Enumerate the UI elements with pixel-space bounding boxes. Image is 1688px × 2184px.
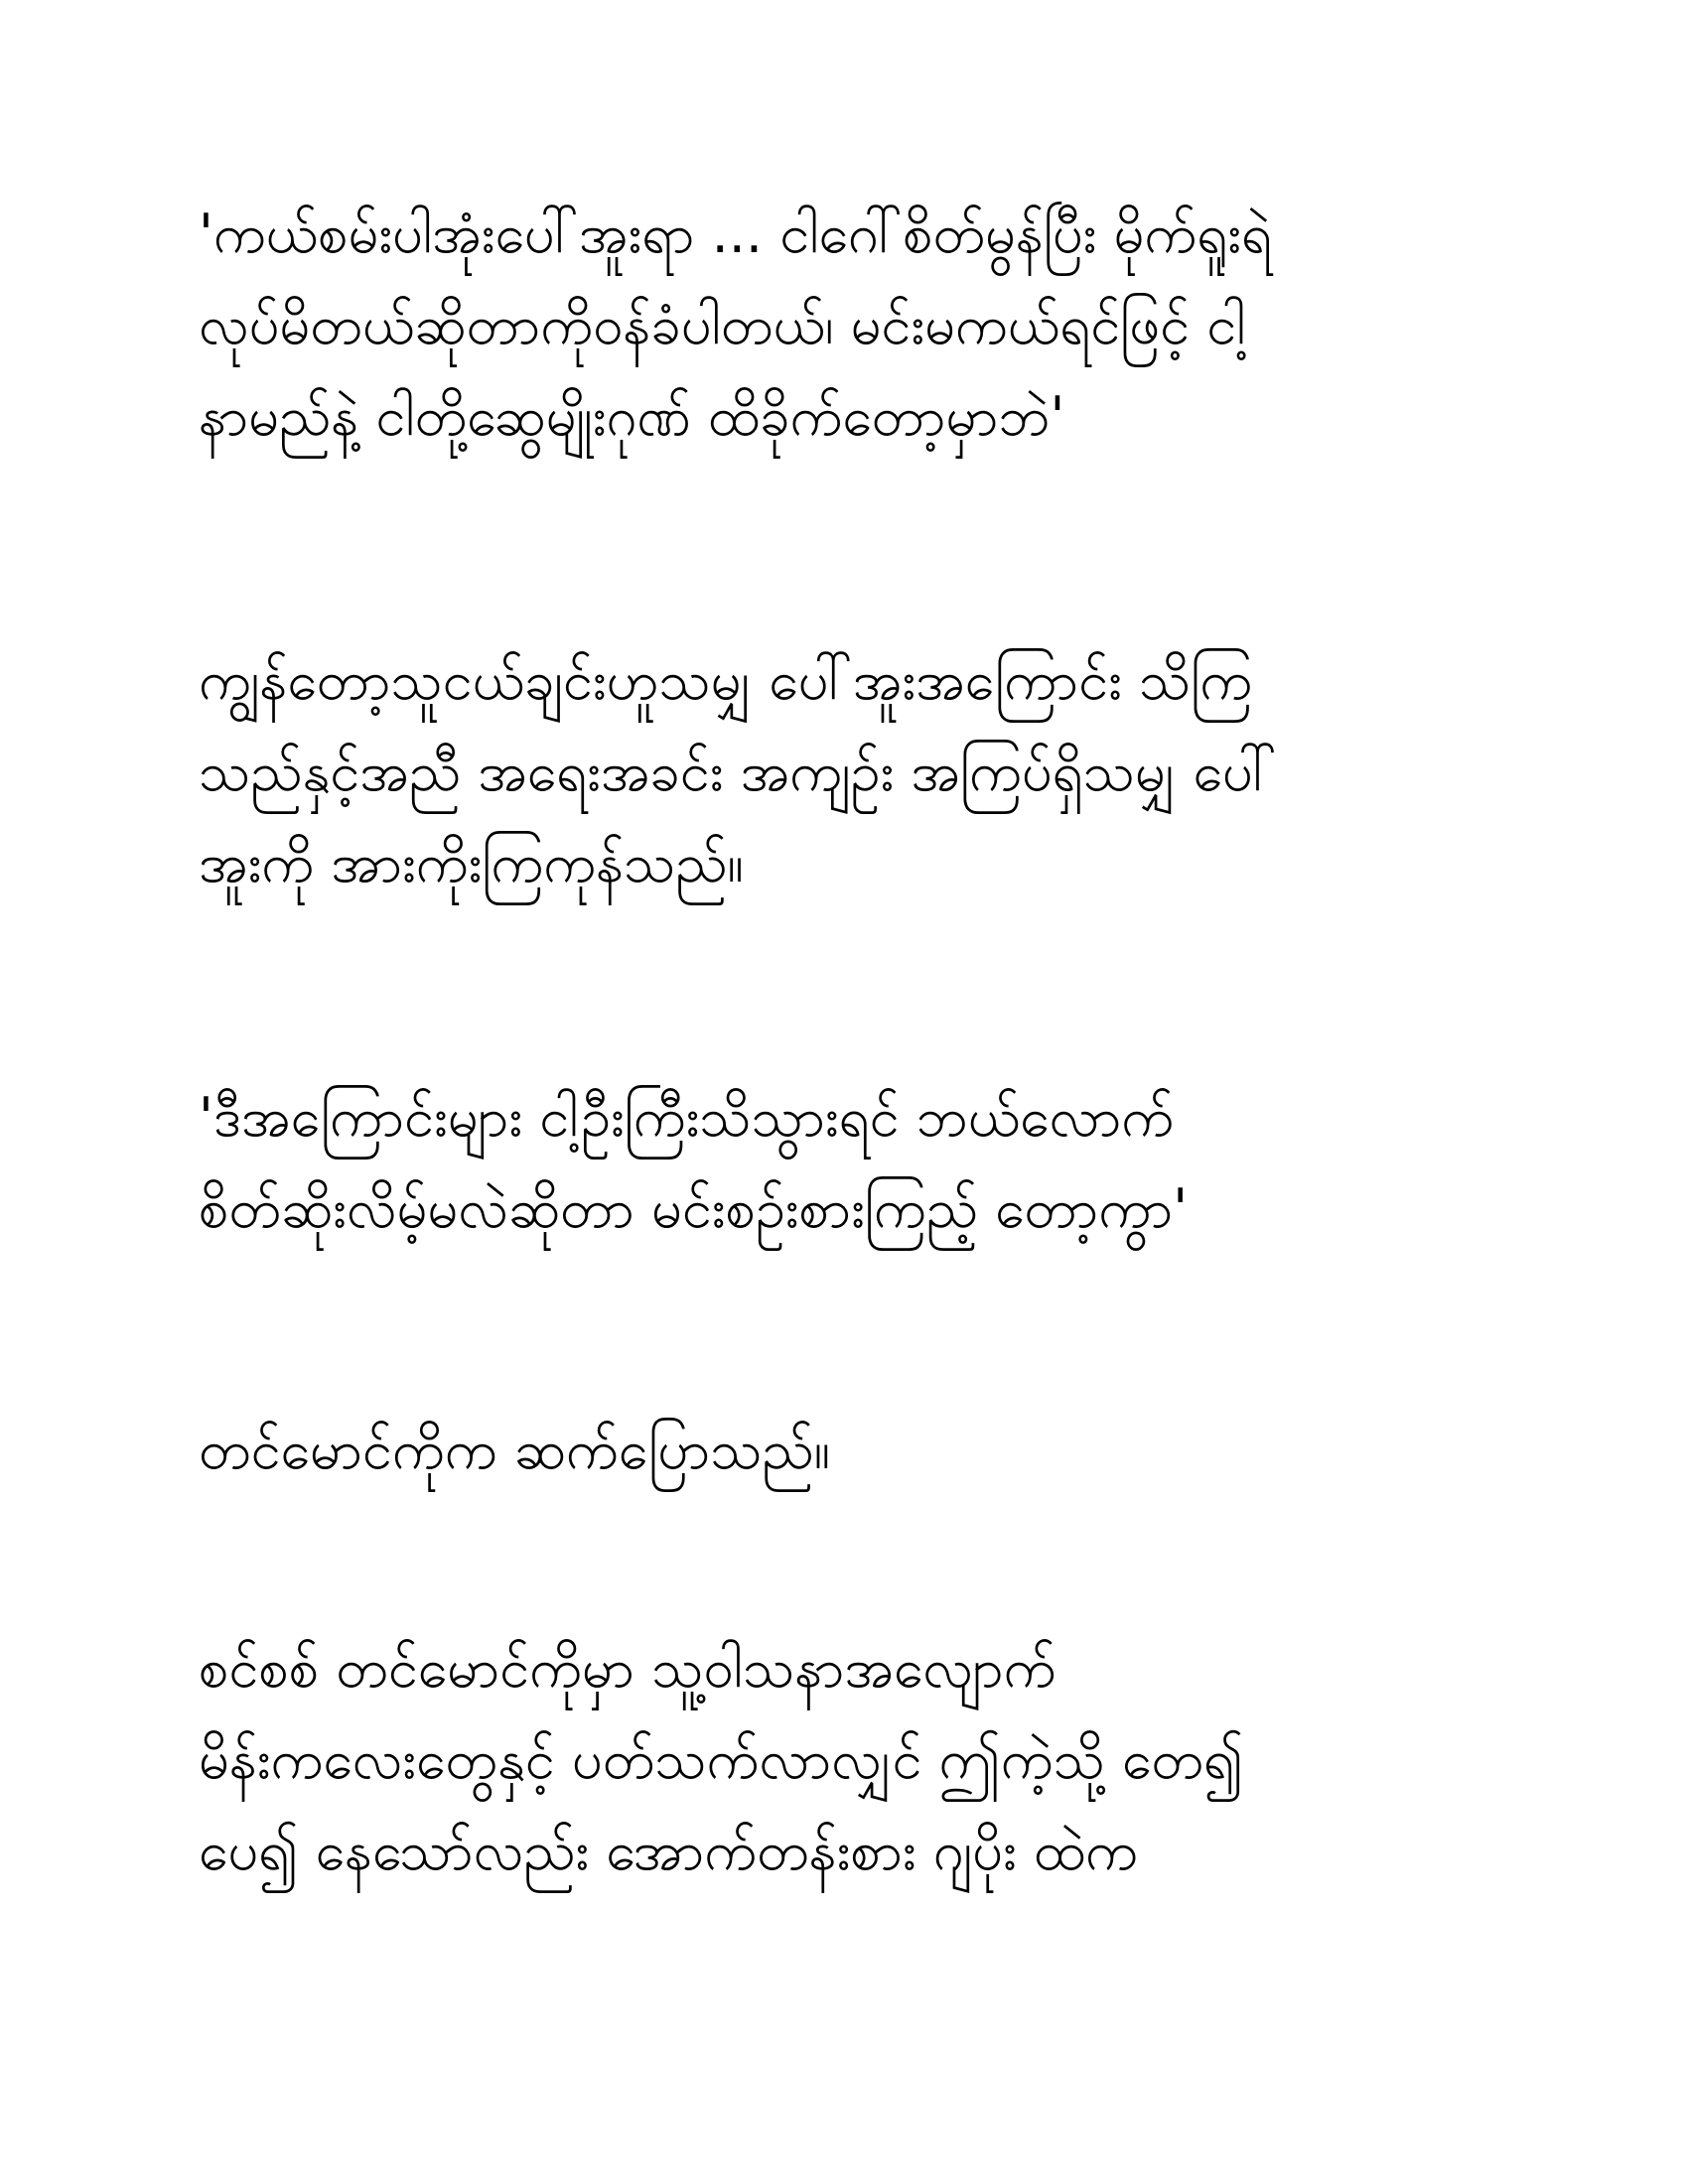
paragraph-line: အူးကို အားကိုးကြကုန်သည်။ [199,832,744,894]
paragraph-5 [199,1623,1519,1897]
paragraph-line: စင်စစ် တင်မောင်ကိုမှာ သူ့ဝါသနာအလျောက် [199,1637,1056,1700]
paragraph-line: မိန်းကလေးတွေနှင့် ပတ်သက်လာလျှင် ဤကဲ့သို့ တေ၍ [199,1728,1244,1791]
paragraph-line: တင်မောင်ကိုက ဆက်ပြောသည်။ [199,1419,830,1481]
paragraph-line: နာမည်နဲ့ ငါတို့ဆွေမျိုးဂုဏ် ထိခိုက်တော့မှာဘဲ' [199,385,1065,448]
paragraph-line: 'ဒီအကြောင်းများ ငါ့ဦးကြီးသိသွားရင် ဘယ်လောက် [199,1086,1175,1149]
paragraph-line: စိတ်ဆိုးလိမ့်မလဲဆိုတာ မင်းစဉ်းစားကြည့် တော့ကွာ' [199,1177,1189,1240]
paragraph-line: ပေ၍ နေသော်လည်း အောက်တန်းစား ဂျပိုး ထဲက [199,1820,1138,1882]
paragraph-3 [199,1072,1519,1255]
paragraph-1 [199,189,1519,463]
paragraph-2 [199,635,1519,909]
paragraph-4 [199,1405,1519,1496]
paragraph-line: 'ကယ်စမ်းပါအုံးပေါ်အူးရာ ... ငါဂေါ်စိတ်မွန်ပြီး မိုက်ရူးရဲ [199,203,1272,265]
paragraph-line: သည်နှင့်အညီ အရေးအခင်း အကျဉ်း အကြပ်ရှိသမျှ ပေါ် [199,741,1278,803]
paragraph-line: ကျွန်တော့သူငယ်ချင်းဟူသမျှ ပေါ်အူးအကြောင်း သိကြ [199,649,1253,712]
paragraph-line: လုပ်မိတယ်ဆိုတာကိုဝန်ခံပါတယ်၊ မင်းမကယ်ရင်ဖြင့် ငါ့ [199,294,1246,356]
